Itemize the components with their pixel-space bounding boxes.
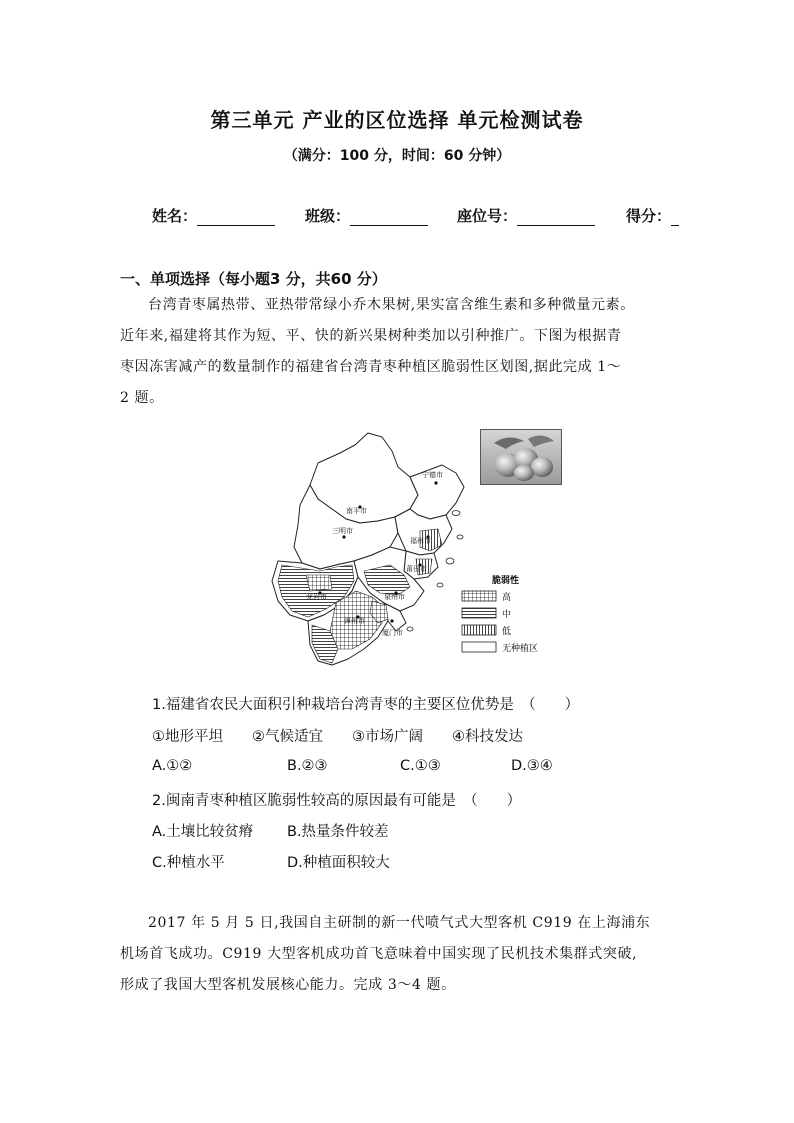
name-blank[interactable]: [197, 209, 275, 226]
city-label-xiamen: 厦门市: [382, 629, 403, 637]
passage-1-line: 台湾青枣属热带、亚热带常绿小乔木果树,果实富含维生素和多种微量元素。: [148, 297, 635, 313]
question-2-option-c[interactable]: C.种植水平: [152, 855, 225, 871]
city-label-putian: 莆田市: [406, 565, 427, 573]
jujube-photo: [480, 429, 562, 485]
name-field[interactable]: [152, 205, 275, 226]
legend-label-low: 低: [502, 627, 512, 637]
passage-2: [120, 908, 668, 1001]
city-label-zhangzhou: 漳州市: [344, 617, 365, 625]
question-2-option-b[interactable]: B.热量条件较差: [287, 824, 389, 840]
question-1-option-b[interactable]: B.②③: [287, 758, 328, 774]
city-label-fuzhou: 福州市: [410, 537, 431, 545]
question-2-option-a[interactable]: A.土壤比较贫瘠: [152, 824, 254, 840]
class-field[interactable]: [305, 205, 428, 226]
legend-label-high: 高: [502, 593, 512, 603]
name-label: 姓名：: [152, 207, 198, 225]
seat-blank[interactable]: [517, 209, 595, 226]
passage-1-line: 枣因冻害减产的数量制作的福建省台湾青枣种植区脆弱性区划图,据此完成 1～: [120, 359, 622, 375]
city-label-nanping: 南平市: [346, 507, 367, 515]
city-label-sanming: 三明市: [332, 527, 353, 535]
question-2-stem: 2.闽南青枣种植区脆弱性较高的原因最有可能是 （ ）: [152, 793, 522, 809]
passage-1: [120, 290, 664, 414]
seat-label: 座位号：: [457, 207, 518, 225]
class-label: 班级：: [305, 207, 351, 225]
passage-2-line: 形成了我国大型客机发展核心能力。完成 3～4 题。: [120, 977, 456, 993]
map-legend: [462, 574, 538, 654]
legend-title: 脆弱性: [492, 576, 520, 586]
zone-high-longyan: [306, 575, 332, 591]
city-dot-sanming: [342, 535, 345, 538]
score-label: 得分：: [626, 207, 672, 225]
page-subtitle: （满分：100 分，时间：60 分钟）: [283, 148, 511, 164]
question-1-option-c[interactable]: C.①③: [400, 758, 441, 774]
city-label-longyan: 龙岩市: [306, 593, 327, 601]
legend-swatch-high: [462, 591, 496, 601]
city-label-quanzhou: 泉州市: [384, 593, 405, 601]
question-1-items: ①地形平坦 ②气候适宜 ③市场广阔 ④科技发达: [152, 729, 523, 745]
city-dot-xiamen: [390, 619, 393, 622]
score-field[interactable]: [626, 205, 679, 226]
legend-swatch-low: [462, 625, 496, 635]
section-title: 一、单项选择（每小题3 分，共60 分）: [120, 270, 387, 288]
passage-1-line: 2 题。: [120, 390, 164, 406]
page-title: 第三单元 产业的区位选择 单元检测试卷: [210, 108, 584, 132]
question-1-option-a[interactable]: A.①②: [152, 758, 193, 774]
passage-1-line: 近年来,福建将其作为短、平、快的新兴果树种类加以引种推广。下图为根据青: [120, 328, 622, 344]
legend-label-medium: 中: [502, 610, 512, 620]
question-2-option-d[interactable]: D.种植面积较大: [287, 855, 390, 871]
passage-2-line: 2017 年 5 月 5 日,我国自主研制的新一代喷气式大型客机 C919 在上海浦东: [148, 915, 651, 931]
class-blank[interactable]: [350, 209, 428, 226]
question-1-stem: 1.福建省农民大面积引种栽培台湾青枣的主要区位优势是 （ ）: [152, 697, 580, 713]
legend-label-none: 无种植区: [502, 644, 539, 654]
legend-swatch-medium: [462, 608, 496, 618]
city-label-ningde: 宁德市: [422, 471, 443, 479]
question-1-option-d[interactable]: D.③④: [511, 758, 553, 774]
seat-field[interactable]: [457, 205, 595, 226]
passage-2-line: 机场首飞成功。C919 大型客机成功首飞意味着中国实现了民机技术集群式突破,: [120, 946, 638, 962]
city-dot-ningde: [434, 481, 437, 484]
score-blank[interactable]: [671, 209, 679, 226]
legend-swatch-none: [462, 642, 496, 652]
